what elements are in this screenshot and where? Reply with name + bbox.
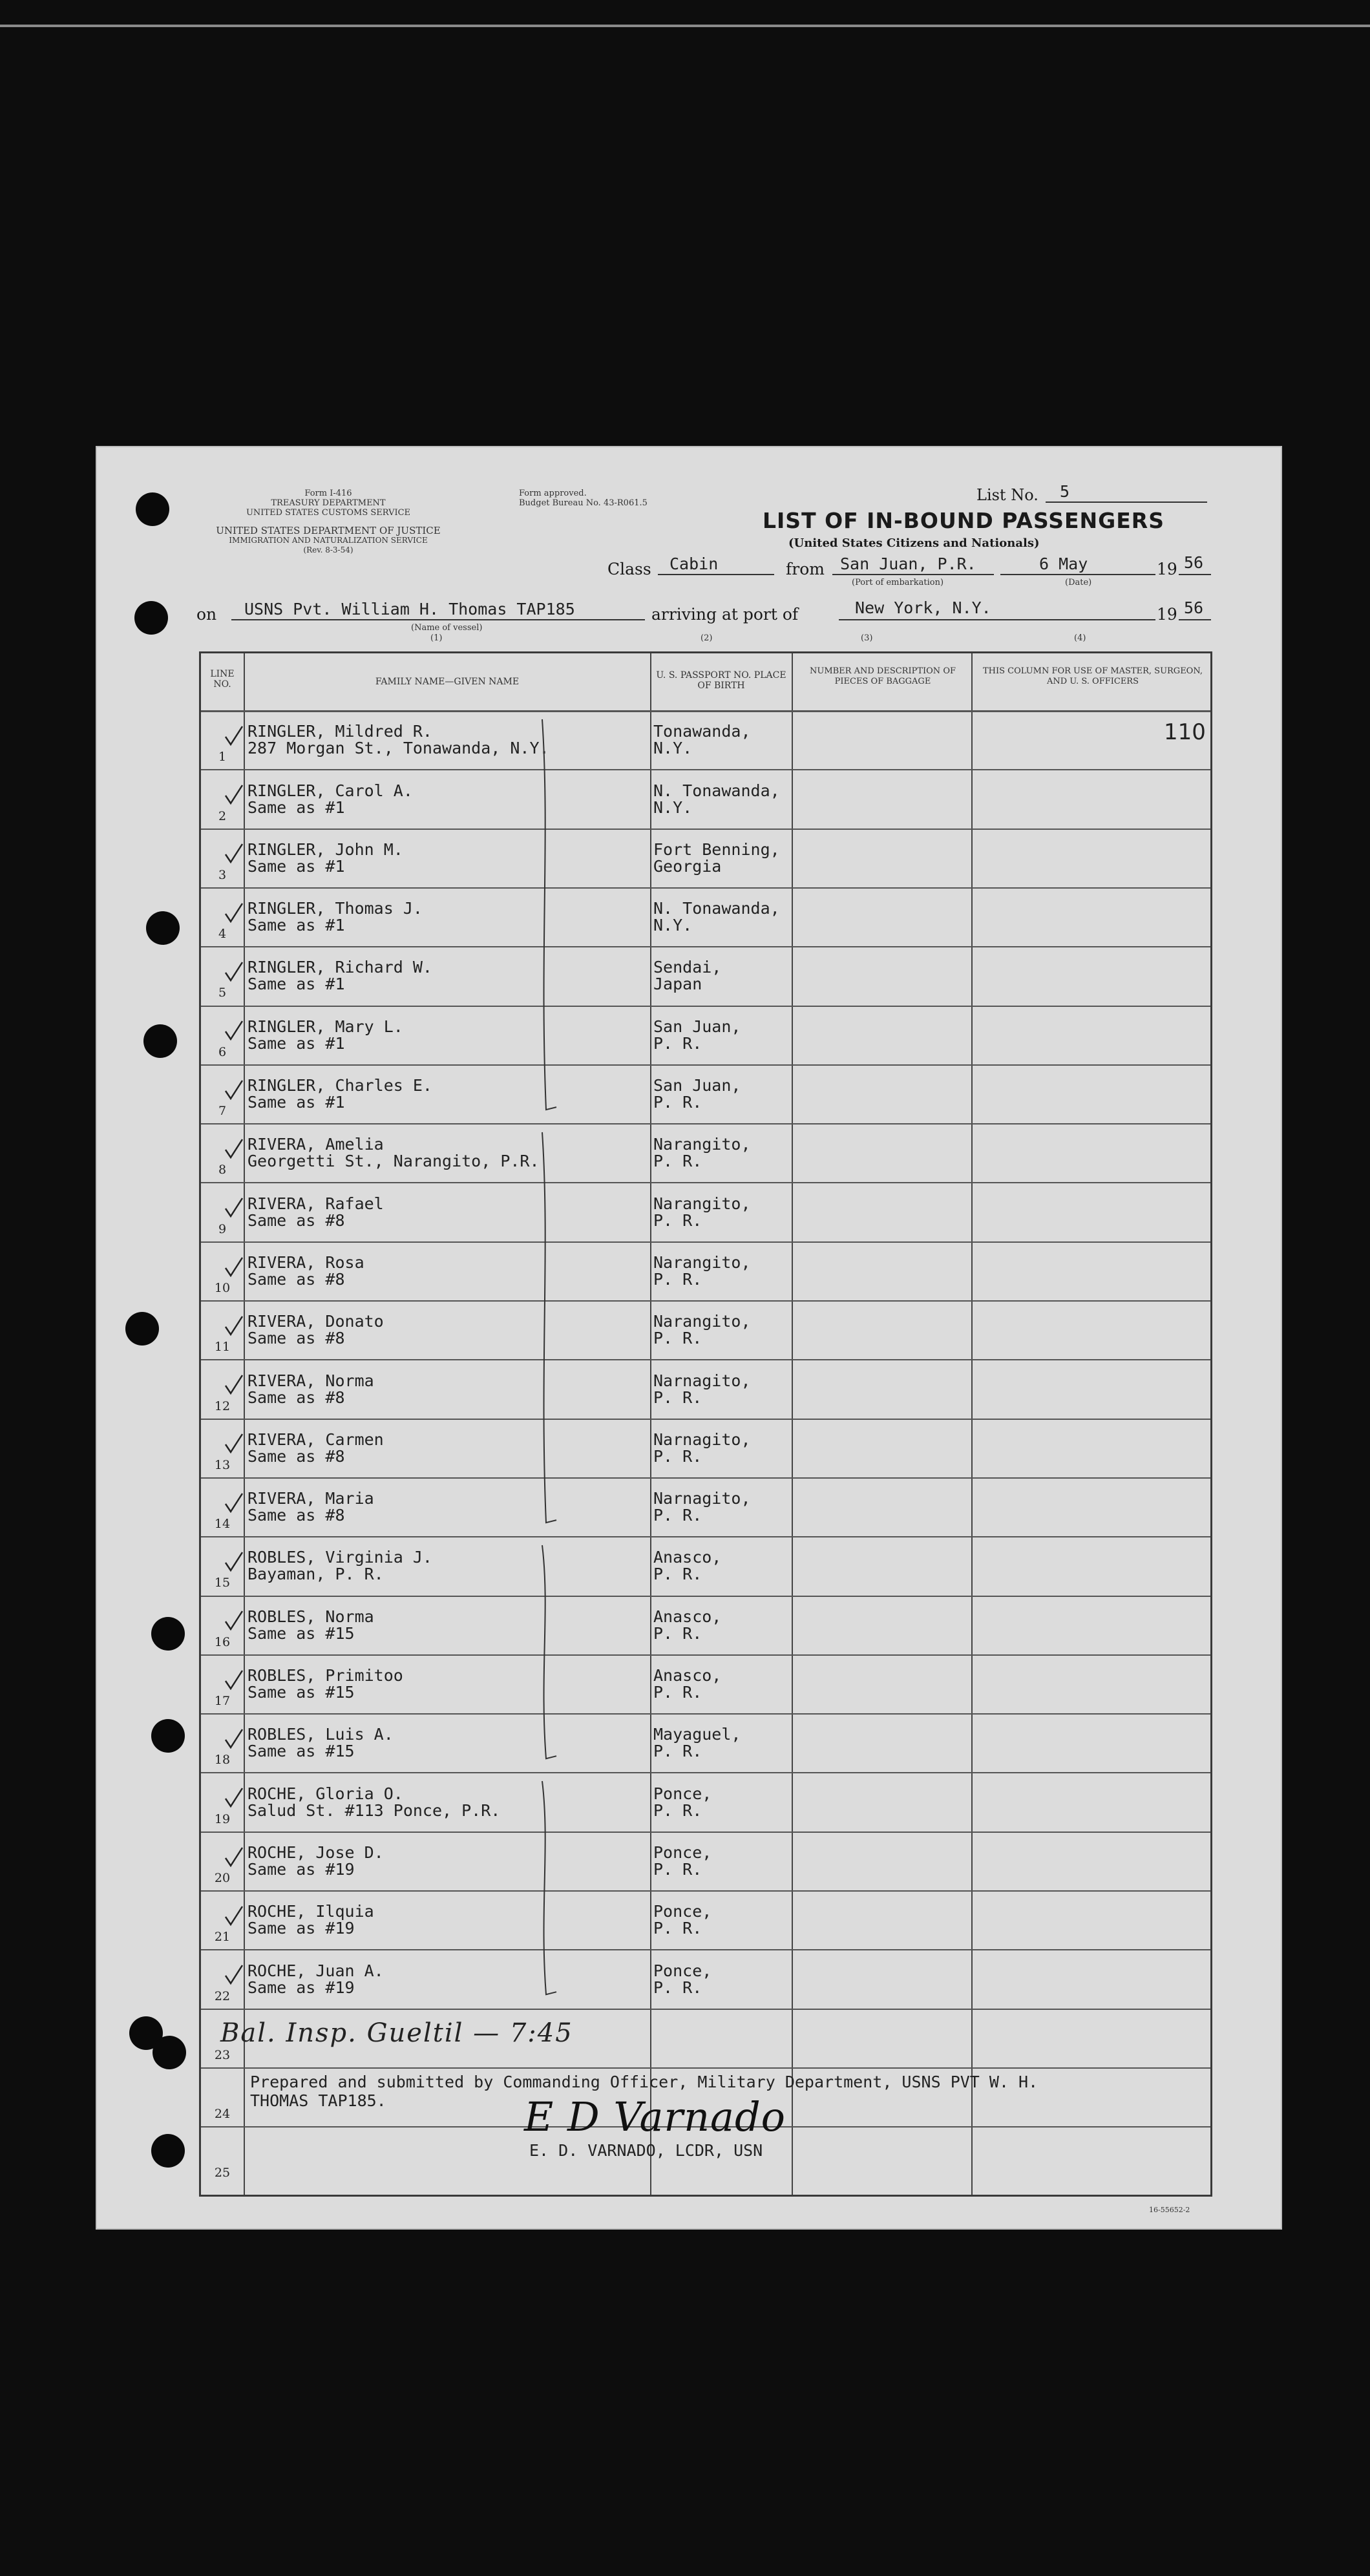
family-given-name: ROCHE, Jose D. <box>248 1842 384 1862</box>
family-given-name: ROCHE, Ilquia <box>248 1902 374 1921</box>
place-of-birth-line1: San Juan, <box>653 1076 741 1095</box>
place-of-birth-line2: P. R. <box>653 1033 702 1053</box>
family-given-name: ROBLES, Luis A. <box>248 1725 394 1744</box>
header-line-no: LINE NO. <box>210 669 235 690</box>
line-number: 10 <box>214 1280 231 1295</box>
year-value-1: 56 <box>1184 553 1204 572</box>
place-of-birth-line1: Narnagito, <box>653 1430 751 1449</box>
date-value: 6 May <box>1039 554 1088 573</box>
header-passport: U. S. PASSPORT NO. PLACE OF BIRTH <box>656 670 786 691</box>
year-prefix-1: 19 <box>1157 560 1177 578</box>
place-of-birth-line2: P. R. <box>653 1093 702 1112</box>
line-number: 21 <box>214 1930 231 1945</box>
family-given-name: RINGLER, Mary L. <box>248 1017 403 1036</box>
place-of-birth-line2: P. R. <box>653 1152 702 1171</box>
vessel-caption: (Name of vessel) <box>411 623 483 633</box>
place-of-birth-line1: Fort Benning, <box>653 839 780 859</box>
line-number: 22 <box>214 1989 231 2003</box>
table-row <box>201 829 1210 887</box>
embark-port-caption: (Port of embarkation) <box>852 578 944 587</box>
table-row <box>201 1300 1210 1359</box>
place-of-birth-line2: Georgia <box>653 856 722 876</box>
line-number: 24 <box>214 2107 231 2122</box>
punch-hole <box>136 492 169 526</box>
place-of-birth-line2: P. R. <box>653 1742 702 1761</box>
date-caption: (Date) <box>1065 578 1092 587</box>
family-bracket <box>537 1543 563 1762</box>
address: Same as #1 <box>248 797 345 817</box>
on-label: on <box>196 605 217 624</box>
line-number: 8 <box>218 1163 227 1177</box>
line-number: 19 <box>214 1811 231 1826</box>
family-given-name: ROBLES, Virginia J. <box>248 1548 432 1567</box>
line-number: 20 <box>214 1870 231 1885</box>
place-of-birth-line1: Tonawanda, <box>653 722 751 741</box>
table-row <box>201 1890 1210 1949</box>
place-of-birth-line2: Japan <box>653 975 702 994</box>
line-number: 16 <box>214 1634 231 1649</box>
table-row <box>201 1713 1210 1772</box>
form-approved: Form approved. <box>519 489 587 498</box>
table-row <box>201 887 1210 946</box>
check-mark-icon <box>224 1610 244 1632</box>
year-underline-1 <box>1179 574 1211 575</box>
family-bracket <box>537 717 563 1114</box>
table-row <box>201 1359 1210 1418</box>
check-mark-icon <box>224 1905 244 1927</box>
address: Same as #8 <box>248 1210 345 1230</box>
line-number: 12 <box>214 1399 231 1413</box>
port-col-number: (2) <box>701 633 713 643</box>
line-number: 4 <box>218 927 227 942</box>
family-given-name: RIVERA, Donato <box>248 1312 384 1331</box>
family-given-name: RINGLER, John M. <box>248 839 403 859</box>
place-of-birth-line2: P. R. <box>653 1978 702 1997</box>
manifest-page <box>96 446 1282 2230</box>
punch-hole <box>143 1024 177 1058</box>
place-of-birth-line1: Ponce, <box>653 1784 712 1803</box>
vessel-col-number: (1) <box>430 633 443 643</box>
place-of-birth-line2: N.Y. <box>653 916 693 935</box>
arrival-port-underline <box>839 619 1155 620</box>
place-of-birth-line2: P. R. <box>653 1683 702 1702</box>
place-of-birth-line2: P. R. <box>653 1329 702 1348</box>
arrival-port-value: New York, N.Y. <box>855 598 991 617</box>
address: Same as #8 <box>248 1329 345 1348</box>
place-of-birth-line2: P. R. <box>653 1919 702 1938</box>
family-given-name: ROCHE, Gloria O. <box>248 1784 403 1803</box>
header-officers: THIS COLUMN FOR USE OF MASTER, SURGEON, AND U. S. OFFICERS <box>982 666 1203 686</box>
family-bracket <box>537 1130 563 1526</box>
line-number: 11 <box>214 1340 231 1355</box>
list-no-value: 5 <box>1060 482 1070 501</box>
address: Same as #1 <box>248 1033 345 1053</box>
table-row <box>201 1123 1210 1182</box>
class-value: Cabin <box>669 554 719 573</box>
family-given-name: ROBLES, Primitoo <box>248 1666 403 1685</box>
check-mark-icon <box>224 1197 244 1219</box>
family-given-name: RIVERA, Carmen <box>248 1430 384 1449</box>
table-row <box>201 710 1210 769</box>
address: 287 Morgan St., Tonawanda, N.Y. <box>248 739 549 758</box>
form-block-justice <box>186 526 470 555</box>
place-of-birth-line2: P. R. <box>653 1506 702 1525</box>
prepared-line-2: THOMAS TAP185. <box>250 2091 386 2110</box>
address: Bayaman, P. R. <box>248 1565 384 1584</box>
table-row <box>201 1064 1210 1123</box>
table-row <box>201 1006 1210 1064</box>
address: Salud St. #113 Ponce, P.R. <box>248 1800 501 1820</box>
family-given-name: RINGLER, Charles E. <box>248 1076 432 1095</box>
address: Same as #15 <box>248 1742 355 1761</box>
form-block-treasury <box>238 489 419 518</box>
address: Same as #1 <box>248 916 345 935</box>
address: Same as #8 <box>248 1506 345 1525</box>
justice-label: UNITED STATES DEPARTMENT OF JUSTICE <box>216 525 441 536</box>
table-row <box>201 1477 1210 1536</box>
signature: E D Varnado <box>524 2093 786 2140</box>
address: Same as #19 <box>248 1919 355 1938</box>
family-given-name: RINGLER, Thomas J. <box>248 899 423 918</box>
check-mark-icon <box>224 843 244 865</box>
treasury-label: TREASURY DEPARTMENT <box>271 498 386 508</box>
line-number: 7 <box>218 1104 227 1119</box>
place-of-birth-line2: N.Y. <box>653 739 693 758</box>
family-given-name: RIVERA, Maria <box>248 1489 374 1508</box>
place-of-birth-line1: N. Tonawanda, <box>653 781 780 800</box>
page-title: LIST OF IN-BOUND PASSENGERS <box>763 508 1164 533</box>
place-of-birth-line1: Ponce, <box>653 1961 712 1980</box>
inspector-note: Bal. Insp. Gueltil — 7:45 <box>220 2018 573 2048</box>
place-of-birth-line2: N.Y. <box>653 797 693 817</box>
year-prefix-2: 19 <box>1157 605 1177 624</box>
arriving-label: arriving at port of <box>651 605 799 624</box>
revision-label: (Rev. 8-3-54) <box>303 545 353 554</box>
table-row <box>201 1241 1210 1300</box>
line-number: 9 <box>218 1221 227 1236</box>
check-mark-icon <box>224 1551 244 1573</box>
col3-number: (3) <box>861 633 873 643</box>
punch-hole <box>151 1719 185 1753</box>
family-bracket <box>537 1779 563 1998</box>
address: Same as #8 <box>248 1269 345 1289</box>
scan-top-edge <box>0 25 1370 27</box>
address: Georgetti St., Narangito, P.R. <box>248 1152 540 1171</box>
check-mark-icon <box>224 1669 244 1691</box>
place-of-birth-line2: P. R. <box>653 1446 702 1466</box>
check-mark-icon <box>224 1138 244 1160</box>
passenger-table <box>199 651 1212 2197</box>
address: Same as #15 <box>248 1623 355 1643</box>
place-of-birth-line1: Narangito, <box>653 1312 751 1331</box>
customs-label: UNITED STATES CUSTOMS SERVICE <box>246 508 411 518</box>
family-given-name: RIVERA, Amelia <box>248 1135 384 1154</box>
col4-number: (4) <box>1074 633 1086 643</box>
address: Same as #19 <box>248 1859 355 1879</box>
class-underline <box>658 574 774 575</box>
punch-hole <box>153 2036 186 2069</box>
table-row <box>201 1596 1210 1654</box>
from-label: from <box>786 560 825 578</box>
line-number: 13 <box>214 1457 231 1472</box>
line-number: 2 <box>218 808 227 823</box>
check-mark-icon <box>224 1964 244 1986</box>
line-number: 15 <box>214 1576 231 1590</box>
place-of-birth-line2: P. R. <box>653 1859 702 1879</box>
year-underline-2 <box>1179 619 1211 620</box>
form-approval <box>519 489 648 508</box>
address: Same as #15 <box>248 1683 355 1702</box>
line-number: 18 <box>214 1753 231 1768</box>
header-name: FAMILY NAME—GIVEN NAME <box>375 677 520 687</box>
punch-hole <box>151 1617 185 1651</box>
place-of-birth-line1: Anasco, <box>653 1607 722 1626</box>
class-label: Class <box>607 560 651 578</box>
form-number: Form I-416 <box>304 489 352 498</box>
table-row <box>201 946 1210 1005</box>
check-mark-icon <box>224 725 244 747</box>
place-of-birth-line1: Sendai, <box>653 958 722 977</box>
line-number: 1 <box>218 750 227 765</box>
table-row <box>201 1419 1210 1477</box>
table-row <box>201 1949 1210 2008</box>
place-of-birth-line2: P. R. <box>653 1388 702 1407</box>
check-mark-icon <box>224 1315 244 1337</box>
table-row <box>201 1832 1210 1890</box>
line-number: 6 <box>218 1044 227 1059</box>
place-of-birth-line2: P. R. <box>653 1800 702 1820</box>
place-of-birth-line2: P. R. <box>653 1210 702 1230</box>
address: Same as #8 <box>248 1388 345 1407</box>
place-of-birth-line1: Ponce, <box>653 1902 712 1921</box>
check-mark-icon <box>224 1728 244 1750</box>
place-of-birth-line1: Ponce, <box>653 1842 712 1862</box>
family-given-name: RINGLER, Richard W. <box>248 958 432 977</box>
place-of-birth-line1: Narnagito, <box>653 1371 751 1390</box>
check-mark-icon <box>224 961 244 983</box>
place-of-birth-line1: Anasco, <box>653 1666 722 1685</box>
line-number: 5 <box>218 986 227 1000</box>
prepared-line-1: Prepared and submitted by Commanding Officer, Military Department, USNS PVT W. H. <box>250 2073 1038 2091</box>
address: Same as #1 <box>248 856 345 876</box>
line-number: 3 <box>218 867 227 882</box>
signer-name: E. D. VARNADO, LCDR, USN <box>529 2141 763 2160</box>
place-of-birth-line1: Narangito, <box>653 1135 751 1154</box>
punch-hole <box>151 2134 185 2168</box>
page-subtitle: (United States Citizens and Nationals) <box>788 536 1040 550</box>
embark-port-underline <box>832 574 994 575</box>
place-of-birth-line1: N. Tonawanda, <box>653 899 780 918</box>
place-of-birth-line1: Narangito, <box>653 1194 751 1213</box>
check-mark-icon <box>224 1079 244 1101</box>
check-mark-icon <box>224 1020 244 1042</box>
table-row <box>201 1536 1210 1595</box>
officer-note: 110 <box>1164 719 1206 745</box>
embark-port-value: San Juan, P.R. <box>840 554 976 573</box>
address: Same as #1 <box>248 975 345 994</box>
family-given-name: ROBLES, Norma <box>248 1607 374 1626</box>
year-value-2: 56 <box>1184 598 1204 617</box>
header-baggage: NUMBER AND DESCRIPTION OF PIECES OF BAGGAGE <box>809 666 956 686</box>
check-mark-icon <box>224 1256 244 1278</box>
family-given-name: ROCHE, Juan A. <box>248 1961 384 1980</box>
table-row <box>201 1182 1210 1241</box>
place-of-birth-line2: P. R. <box>653 1623 702 1643</box>
place-of-birth-line1: Mayaguel, <box>653 1725 741 1744</box>
address: Same as #8 <box>248 1446 345 1466</box>
check-mark-icon <box>224 1846 244 1868</box>
table-row <box>201 1772 1210 1831</box>
budget-bureau: Budget Bureau No. 43-R061.5 <box>519 498 648 508</box>
check-mark-icon <box>224 1374 244 1396</box>
punch-hole <box>146 911 180 945</box>
family-given-name: RIVERA, Norma <box>248 1371 374 1390</box>
line-number: 17 <box>214 1694 231 1709</box>
place-of-birth-line2: P. R. <box>653 1565 702 1584</box>
place-of-birth-line1: Anasco, <box>653 1548 722 1567</box>
ins-label: IMMIGRATION AND NATURALIZATION SERVICE <box>229 536 428 545</box>
vessel-underline <box>231 619 645 620</box>
footer-code: 16-55652-2 <box>1149 2206 1190 2214</box>
table-row <box>201 769 1210 828</box>
address: Same as #19 <box>248 1978 355 1997</box>
punch-hole <box>125 1312 159 1346</box>
date-underline <box>1000 574 1155 575</box>
check-mark-icon <box>224 1787 244 1809</box>
list-no-underline <box>1046 501 1207 503</box>
check-mark-icon <box>224 1433 244 1455</box>
vessel-value: USNS Pvt. William H. Thomas TAP185 <box>244 600 575 618</box>
table-row <box>201 1654 1210 1713</box>
family-given-name: RINGLER, Carol A. <box>248 781 413 800</box>
check-mark-icon <box>224 902 244 924</box>
place-of-birth-line1: Narnagito, <box>653 1489 751 1508</box>
address: Same as #1 <box>248 1093 345 1112</box>
family-given-name: RIVERA, Rafael <box>248 1194 384 1213</box>
family-given-name: RINGLER, Mildred R. <box>248 722 432 741</box>
place-of-birth-line1: Narangito, <box>653 1252 751 1272</box>
check-mark-icon <box>224 1492 244 1514</box>
place-of-birth-line1: San Juan, <box>653 1017 741 1036</box>
line-number: 23 <box>214 2047 231 2062</box>
list-no-label: List No. <box>976 486 1038 504</box>
family-given-name: RIVERA, Rosa <box>248 1252 364 1272</box>
line-number: 25 <box>214 2166 231 2180</box>
line-number: 14 <box>214 1517 231 1532</box>
check-mark-icon <box>224 784 244 806</box>
punch-hole <box>134 601 168 635</box>
place-of-birth-line2: P. R. <box>653 1269 702 1289</box>
